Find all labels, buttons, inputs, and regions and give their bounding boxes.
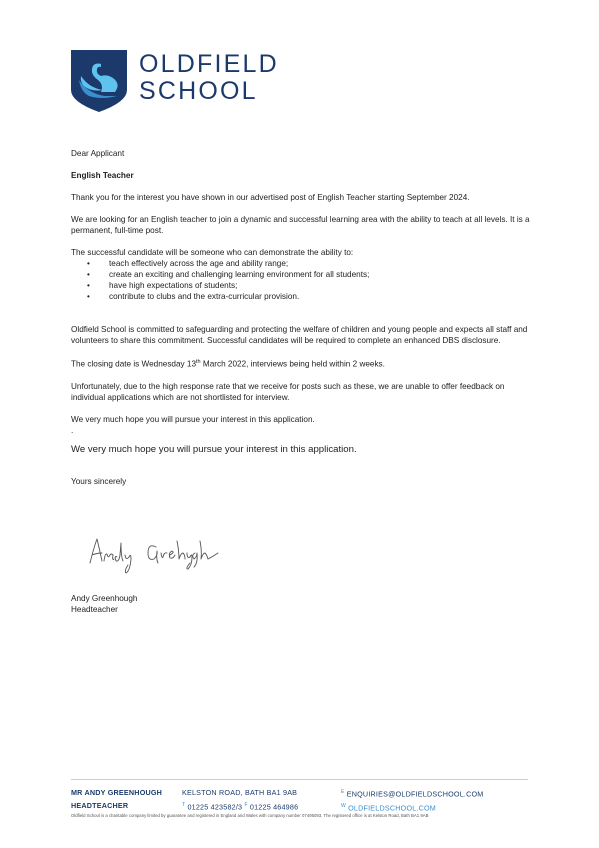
footer-contact-block <box>341 786 483 815</box>
footer-email[interactable]: $^E$ ENQUIRIES@OLDFIELDSCHOOL.COM <box>341 789 484 799</box>
list-item: • contribute to clubs and the extra-curricular provision. <box>87 292 300 301</box>
letter-body <box>71 148 533 487</box>
stray-dot: . <box>71 425 74 435</box>
requirements-list <box>71 258 533 302</box>
footer-title: HEADTEACHER <box>71 801 129 810</box>
signer-name: Andy Greenhough <box>71 594 138 603</box>
handwritten-signature <box>86 533 226 577</box>
paragraph-feedback: Unfortunately, due to the high response rate that we receive for posts such as these, we are unable to offer feedback on individual applications which are not shortlisted for interview. <box>71 381 505 402</box>
list-item: • have high expectations of students; <box>87 281 238 290</box>
footer-legal: Oldfield School is a charitable company limited by guarantee and registered in England and Wales with company number 07495093. The registered office is at Kelston Road, Bath BA1 9AB <box>71 813 429 818</box>
footer-address: KELSTON ROAD, BATH BA1 9AB <box>182 788 298 797</box>
paragraph-closing-date: The closing date is Wednesday 13th March 2022, interviews being held within 2 weeks. <box>71 359 385 369</box>
school-logo <box>71 50 279 112</box>
paragraph-intro: Thank you for the interest you have shown in our advertised post of English Teacher starting September 2024. <box>71 193 470 202</box>
list-item: • teach effectively across the age and ability range; <box>87 259 289 268</box>
greeting: Dear Applicant <box>71 149 125 158</box>
footer-divider <box>71 779 528 780</box>
swan-shield-icon <box>71 50 127 112</box>
footer-address-block <box>182 786 298 813</box>
footer-name: MR ANDY GREENHOUGH <box>71 788 163 797</box>
footer-headteacher <box>71 786 162 812</box>
footer-phone: $^T$ 01225 423582/3 $^F$ 01225 464986 <box>182 802 299 812</box>
paragraph-safeguarding: Oldfield School is committed to safeguarding and protecting the welfare of children and young people and expects all staff and volunteers to share this commitment. Successful candidates will be required to complete an enhanced DBS disclosure. <box>71 325 528 345</box>
paragraph-hope: We very much hope you will pursue your interest in this application. <box>71 414 315 424</box>
school-name-line-2: SCHOOL <box>139 77 258 105</box>
list-item: • create an exciting and challenging learning environment for all students; <box>87 270 370 279</box>
paragraph-hope-large: We very much hope you will pursue your interest in this application. <box>71 443 357 455</box>
closing: Yours sincerely <box>71 476 127 486</box>
paragraph-requirements: The successful candidate will be someone who can demonstrate the ability to: <box>71 248 354 257</box>
signer-block <box>71 593 137 615</box>
signer-title: Headteacher <box>71 605 118 614</box>
footer-website[interactable]: $^W$ OLDFIELDSCHOOL.COM <box>341 803 436 813</box>
paragraph-role: We are looking for an English teacher to join a dynamic and successful learning area with the ability to teach at all levels. It is a permanent, full-time post. <box>71 215 530 235</box>
school-name-line-1: OLDFIELD <box>139 50 279 78</box>
subject-line: English Teacher <box>71 171 134 180</box>
